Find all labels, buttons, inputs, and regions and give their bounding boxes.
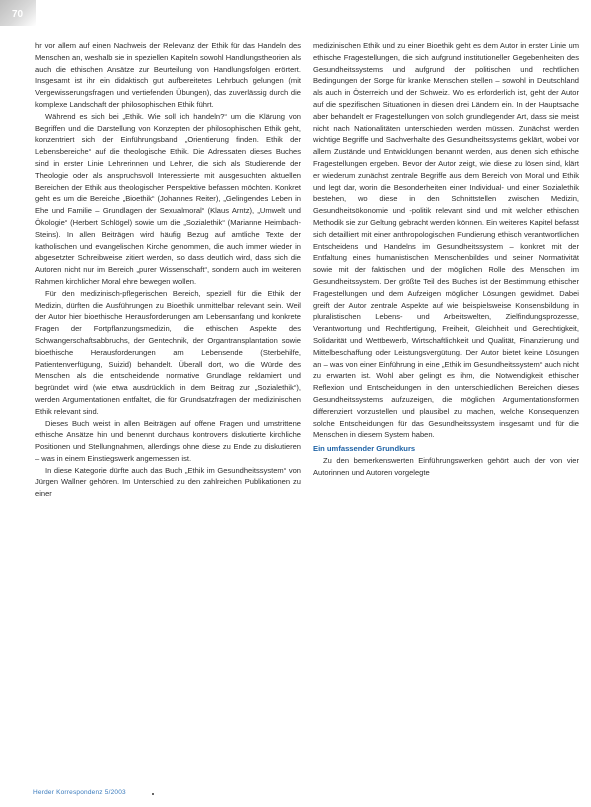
footer-journal-reference: Herder Korrespondenz 5/2003: [33, 789, 126, 796]
paragraph: Für den medizinisch-pflegerischen Bereich, speziell für die Ethik der Medizin, dürften die Ausführungen zu Bioethik unmittelbar relevant sein. Weil der Autor hier bioethische Herausforderungen am Lebensanfang und konkrete Fragen der Fortpflanzungsmedizin, die ethischen Aspekte des Schwangerschaftsabbruchs, der Gentechnik, der Organtransplantation sowie bioethische Herausforderungen am Lebensende (Sterbehilfe, Patientenverfügung, Suizid) behandelt. Überall dort, wo die Würde des Menschen als die entscheidende normative Grundlage reklamiert und begründet wird (wie etwa ausdrücklich in dem Beitrag zur „Sozialethik“), werden Argumentationen entfaltet, die für Grundsatzfragen der medizinischen Ethik relevant sind.: [35, 288, 301, 416]
footer-mark: [152, 793, 154, 795]
paragraph: medizinischen Ethik und zu einer Bioethik geht es dem Autor in erster Linie um ethische Fragestellungen, die sich aufgrund institutioneller Gegebenheiten des Gesundheitssystems und aufgrund der politischen und rechtlichen Bedingungen der Sorge für kranke Menschen stellen – sowohl in Deutschland als auch in Österreich und der Schweiz. Wo es erforderlich ist, geht der Autor auf die spezifischen Situationen in diesen drei Ländern ein. In der Hauptsache aber behandelt er Fragestellungen von solch grundlegender Art, dass sie meist nicht nach Nationalitäten unterschieden werden müssen. Zunächst werden wichtige Begriffe und Sachverhalte des Gesundheitssystems geklärt, wobei vor allem Zustände und Entwicklungen benannt werden, aus denen sich ethische Fragestellungen ergeben. Bevor der Autor zeigt, wie diese zu lösen sind, klärt er wiederum zunächst zentrale Begriffe aus dem Bereich von Moral und Ethik und legt dar, worin die Besonderheiten einer Individual- und einer Sozialethik bestehen, wo diese in den Schnittstellen zwischen Medizin, Gesundheitsökonomie und -politik relevant sind und mit welcher ethischen Methodik sie zur Geltung gebracht werden können. Ein weiteres Kapitel befasst sich detailliert mit einer anthropologischen Fundierung ethisch verantwortlichen Entscheidens und Handelns im Gesundheitssystem – konkret mit der Entfaltung eines humanistischen Menschenbildes und seiner Normativität sowie mit der faktischen und der möglichen Rolle des Menschen im Gesundheitssystem. Der größte Teil des Buches ist der Bestimmung ethischer Fragestellungen und dem Aufzeigen möglicher Lösungen gewidmet. Dabei greift der Autor zentrale Aspekte auf wie beispielsweise Konsensbildung in pluralistischen Lebens- und Arbeitswelten, Zielfindungsprozesse, Verantwortung und Rechtfertigung, Freiheit, Gleichheit und Gerechtigkeit, Solidarität und Wettbewerb, Wirtschaftlichkeit und Qualität, Finanzierung und Mittelbeschaffung oder Leistungsvergütung. Der Autor bietet keine Lösungen an – was von einer Einführung in eine „Ethik im Gesundheitssystem“ auch nicht zu erwarten ist. Wohl aber gelingt es ihm, die Notwendigkeit ethischer Reflexion und Entscheidungen in den unterschiedlichen Bereichen dieses Gesundheitssystems aufzuzeigen, die möglichen Argumentationsformen differenziert vorzustellen und plausibel zu machen, welche Konsequenzen solche Entscheidungen für das Gesundheitssystem insgesamt und für die Menschen in diesem System haben.: [313, 41, 579, 440]
page-number: 70: [12, 9, 24, 20]
paragraph: Während es sich bei „Ethik. Wie soll ich handeln?“ um die Klärung von Begriffen und die Darstellung von Konzepten der philosophischen Ethik geht, konzentriert sich der Einführungsband „Orientierung finden. Ethik der Lebensbereiche“ auf die theologische Ethik. Die Adressaten dieses Buches sind in erster Linie Lehrerinnen und Lehrer, die sich als Studierende der Theologie oder als anspruchsvoll Interessierte mit ausgesuchten aktuellen Bereichen der Ethik aus theologischer Perspektive befassen möchten. Konkret geht es um die Bereiche „Bioethik“ (Johannes Reiter), „Gelingendes Leben in Ehe und Familie – Grundlagen der Sexualmoral“ (Klaus Arntz), „Umwelt und Ökologie“ (Herbert Schlögel) sowie um die „Sozialethik“ (Marianne Heimbach-Steins). In allen Beiträgen wird häufig Bezug auf amtliche Texte der katholischen und evangelischen Kirche genommen, die auch immer wieder in abgesetzter Schreibweise zitiert werden, so dass deutlich wird, dass sich die Autoren nicht nur im Bereich „purer Wissenschaft“, sondern auch im weiteren Rahmen kirchlicher Moral ehre bewegen wollen.: [35, 111, 301, 286]
section-heading: Ein umfassender Grundkurs: [313, 444, 416, 454]
paragraph: hr vor allem auf einen Nachweis der Relevanz der Ethik für das Handeln des Menschen an, weshalb sie in speziellen Kapiteln sowohl Handlungstheorien als auch die ethischen Ansätze zur Beurteilung von Handlungsfolgen erörtert. Insgesamt ist ihr ein didaktisch gut aufbereitetes Lehrbuch gelungen (mit Vergewisserungsfragen und vertiefenden Übungen), das zuverlässig durch die komplexe Landschaft der philosophischen Ethik führt.: [35, 41, 301, 109]
paragraph: Dieses Buch weist in allen Beiträgen auf offene Fragen und umstrittene ethische Ansätze hin und benennt durchaus kontrovers diskutierte kirchliche Positionen und Stellungnahmen, allerdings ohne diese zu Ende zu diskutieren – was in einem Einstiegswerk angemessen ist.: [35, 418, 301, 463]
left-column: [35, 40, 301, 500]
paragraph: In diese Kategorie dürfte auch das Buch „Ethik im Gesundheitssystem“ von Jürgen Wallner gehören. Im Unterschied zu den zahlreichen Publikationen zu einer: [35, 465, 301, 499]
right-column: [313, 40, 579, 478]
paragraph: Zu den bemerkenswerten Einführungswerken gehört auch der von vier Autorinnen und Autoren vorgelegte: [313, 455, 579, 477]
